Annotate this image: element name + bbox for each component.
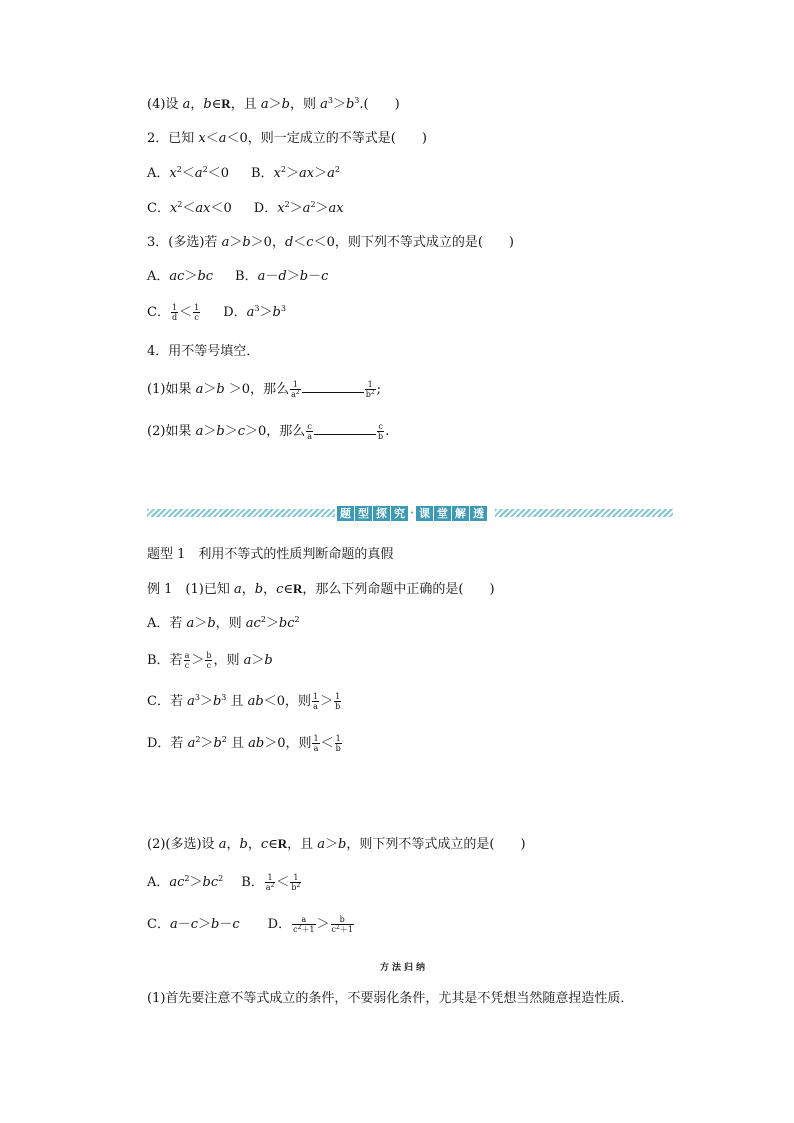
- section-banner: [147, 505, 673, 521]
- example-1-option-d: D．若 $a^2>b^2$ 且 ab＞0，则 $\frac{1}{a}$ ＜ $\frac{1}{b}$: [147, 734, 341, 753]
- answer-blank[interactable]: [302, 382, 364, 393]
- question-2: 2．已知 x＜a＜0，则一定成立的不等式是( ): [147, 131, 427, 146]
- question-4-part-1: (1)如果 a＞b ＞0，那么 $\frac{1}{a^2}$ $\frac{1}{b^2}$ ;: [147, 380, 382, 399]
- banner-stripe-right: [495, 509, 673, 517]
- banner-label: 题 型 探 究 · 课 堂 解 透: [337, 505, 488, 521]
- question-2-options-ab: A．$x^2<a^2<0$ B．$x^2>ax>a^2$: [147, 165, 340, 181]
- question-2-options-cd: C．$x^2<ax<0$ D．$x^2>a^2>ax$: [147, 200, 344, 216]
- example-1-option-a: A．若 a＞b，则 $ac^2>bc^2$: [147, 615, 300, 631]
- example-1-part-1: 例 1 (1)已知 a，b，c∈R，那么下列命题中正确的是( ): [147, 581, 495, 597]
- example-1-option-b: B．若 $\frac{a}{c}$ ＞ $\frac{b}{c}$ ，则 a＞b: [147, 651, 273, 670]
- question-3: 3．(多选)若 a＞b＞0，d＜c＜0，则下列不等式成立的是( ): [147, 235, 514, 250]
- answer-blank[interactable]: [314, 424, 376, 435]
- example-1-2-options-cd: C．a－c＞b－c D． $\frac{a}{c^2+1}$ ＞ $\frac{b}{c^2+1}$: [147, 915, 353, 934]
- example-1-2-options-ab: A．$ac^2>bc^2$ B． $\frac{1}{a^2}$ ＜ $\frac{1}{b^2}$: [147, 873, 301, 892]
- question-4: 4．用不等号填空．: [147, 344, 260, 359]
- question-4-part-4: (4)设 a，b∈R，且 a＞b，则 $a^3>b^3$.( ): [147, 96, 400, 112]
- question-3-options-ab: A．ac＞bc B．a－d＞b－c: [147, 269, 329, 284]
- question-4-part-2: (2)如果 a＞b＞c＞0，那么 $\frac{c}{a}$ $\frac{c}{b}$ .: [147, 422, 390, 441]
- banner-stripe-left: [147, 509, 335, 517]
- section-title: 题型 1 利用不等式的性质判断命题的真假: [147, 547, 394, 562]
- example-1-part-2: (2)(多选)设 a，b，c∈R，且 a＞b，则下列不等式成立的是( ): [147, 836, 526, 852]
- method-summary-line-1: (1)首先要注意不等式成立的条件，不要弱化条件，尤其是不凭想当然随意捏造性质．: [147, 991, 634, 1006]
- question-3-options-cd: C． $\frac{1}{d}$ ＜ $\frac{1}{c}$ D．$a^3>b^3$: [147, 303, 286, 322]
- example-1-option-c: C．若 $a^3>b^3$ 且 ab＜0，则 $\frac{1}{a}$ ＞ $\frac{1}{b}$: [147, 692, 341, 711]
- method-summary-heading: 方法归纳: [380, 963, 429, 973]
